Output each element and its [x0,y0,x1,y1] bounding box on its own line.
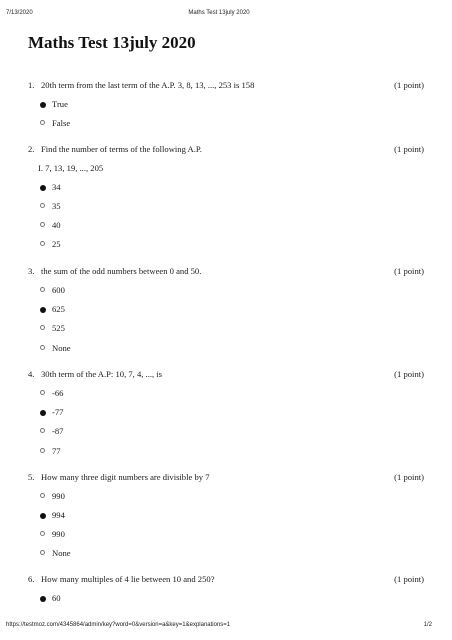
option-label: True [52,99,68,109]
radio-selected-icon[interactable] [40,185,46,191]
question-subtext: I. 7, 13, 19, ..., 205 [38,163,104,173]
radio-selected-icon[interactable] [40,410,46,416]
radio-empty-icon[interactable] [40,241,45,246]
option-label: None [52,343,71,353]
question-text: 30th term of the A.P: 10, 7, 4, ..., is [41,369,163,379]
question-text: the sum of the odd numbers between 0 and 50. [41,266,202,276]
page-url: https://testmoz.com/4345864/admin/key?word=0&version=a&key=1&explanations=1 [6,622,231,628]
radio-empty-icon[interactable] [40,428,45,433]
question-number: 6. [28,574,35,584]
print-footer [6,622,432,630]
option-label: 990 [52,529,65,539]
question-5 [28,471,424,483]
test-title: Maths Test 13july 2020 [28,33,196,52]
question-points: (1 point) [394,574,424,584]
radio-empty-icon[interactable] [40,120,45,125]
radio-empty-icon[interactable] [40,550,45,555]
option-label: 525 [52,323,65,333]
option-label: False [52,118,71,128]
radio-empty-icon[interactable] [40,390,45,395]
option-label: 990 [52,491,65,501]
question-number: 1. [28,80,35,90]
question-text: How many multiples of 4 lie between 10 and 250? [41,574,215,584]
question-points: (1 point) [394,80,424,90]
print-page-title: Maths Test 13july 2020 [188,10,250,16]
option-label: 600 [52,285,65,295]
question-number: 3. [28,266,35,276]
radio-selected-icon[interactable] [40,596,46,602]
print-header [6,10,432,18]
option-label: 40 [52,220,61,230]
question-points: (1 point) [394,266,424,276]
option-label: 60 [52,593,61,603]
radio-selected-icon[interactable] [40,102,46,108]
option-label: 34 [52,182,61,192]
option-label: 25 [52,239,61,249]
print-date: 7/13/2020 [6,10,33,16]
page-number: 1/2 [423,622,432,628]
radio-empty-icon[interactable] [40,448,45,453]
question-text: Find the number of terms of the following A.P. [41,144,202,154]
radio-empty-icon[interactable] [40,287,45,292]
question-3 [28,265,424,277]
question-number: 2. [28,144,35,154]
question-text: 20th term from the last term of the A.P. 3, 8, 13, ..., 253 is 158 [41,80,255,90]
question-4 [28,368,424,380]
radio-selected-icon[interactable] [40,307,46,313]
question-1 [28,79,424,91]
radio-empty-icon[interactable] [40,531,45,536]
option-label: -87 [52,426,64,436]
option-label: 625 [52,304,65,314]
question-6 [28,573,424,585]
option-label: -66 [52,388,64,398]
option-label: None [52,548,71,558]
question-text: How many three digit numbers are divisible by 7 [41,472,210,482]
option-label: -77 [52,407,64,417]
radio-empty-icon[interactable] [40,203,45,208]
radio-empty-icon[interactable] [40,493,45,498]
question-2 [28,143,424,155]
question-points: (1 point) [394,472,424,482]
question-points: (1 point) [394,144,424,154]
radio-empty-icon[interactable] [40,345,45,350]
question-number: 4. [28,369,35,379]
question-points: (1 point) [394,369,424,379]
option-label: 35 [52,201,61,211]
radio-empty-icon[interactable] [40,325,45,330]
radio-selected-icon[interactable] [40,513,46,519]
option-label: 77 [52,446,61,456]
option-label: 994 [52,510,65,520]
question-number: 5. [28,472,35,482]
radio-empty-icon[interactable] [40,222,45,227]
